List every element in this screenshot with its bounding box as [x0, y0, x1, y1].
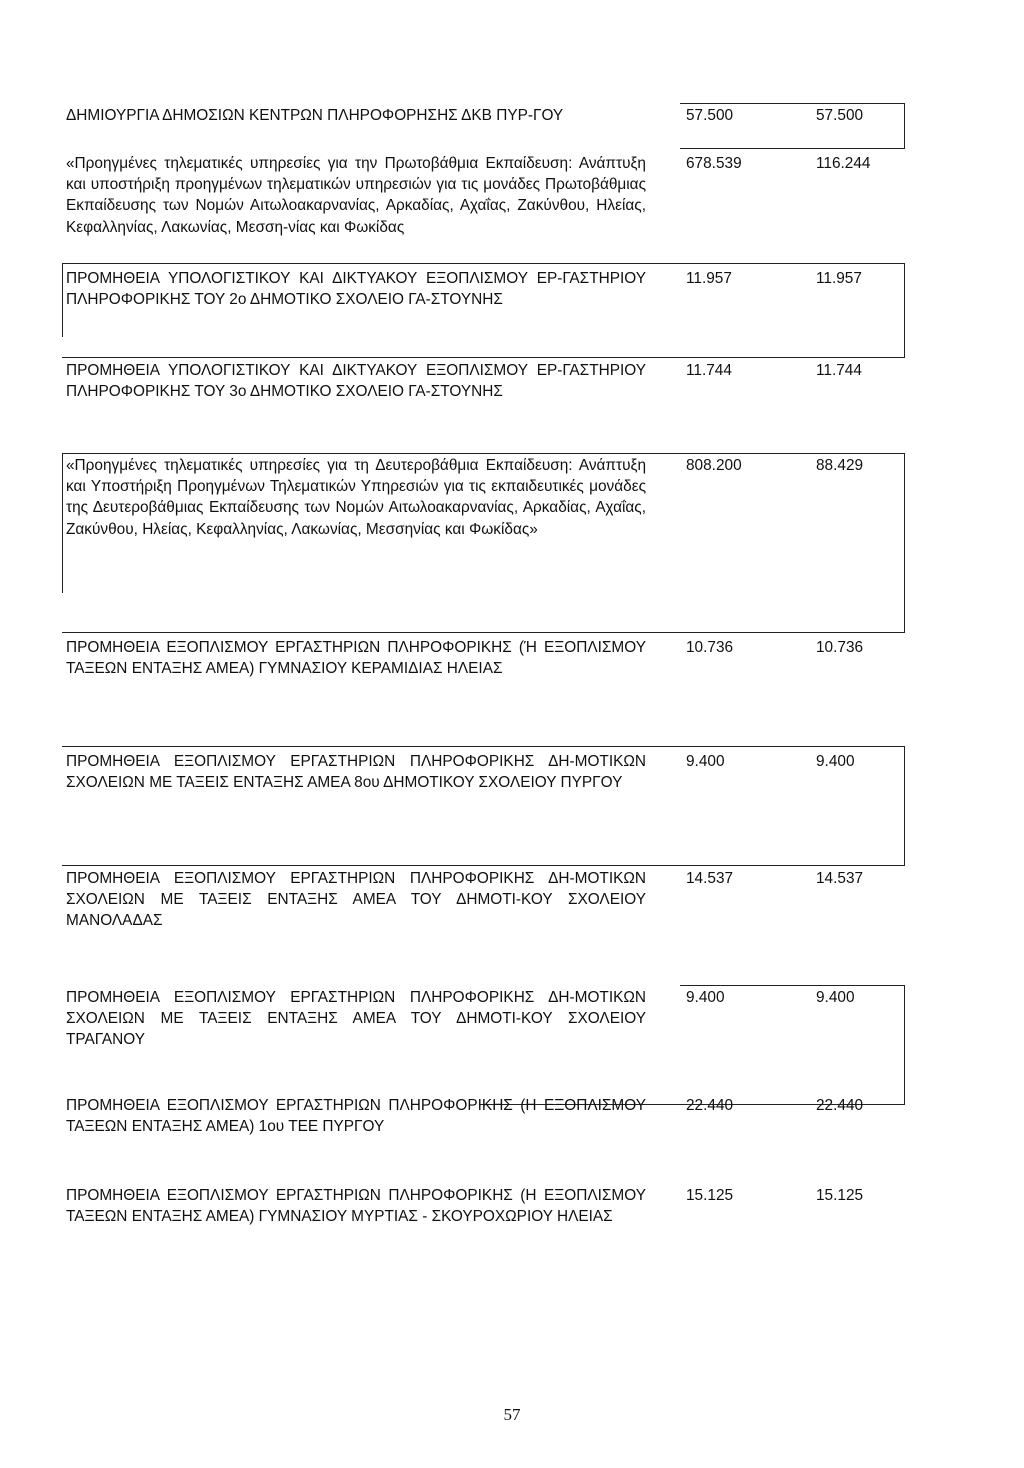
row-value-1: 9.400 — [686, 753, 725, 770]
row-value-1: 15.125 — [686, 1187, 734, 1204]
row-description: ΠΡΟΜΗΘΕΙΑ ΥΠΟΛΟΓΙΣΤΙΚΟΥ ΚΑΙ ΔΙΚΤΥΑΚΟΥ ΕΞΟΠΛΙΣΜΟΥ ΕΡ-ΓΑΣΤΗΡΙΟΥ ΠΛΗΡΟΦΟΡΙΚΗΣ ΤΟΥ 2ο ΔΗΜΟΤΙΚΟ ΣΧΟΛΕΙΟ ΓΑ-ΣΤΟΥΝΗΣ — [66, 270, 646, 309]
row-value-1: 808.200 — [686, 457, 742, 474]
row-description: ΠΡΟΜΗΘΕΙΑ ΕΞΟΠΛΙΣΜΟΥ ΕΡΓΑΣΤΗΡΙΩΝ ΠΛΗΡΟΦΟΡΙΚΗΣ (Ή ΕΞΟΠΛΙΣΜΟΥ ΤΑΞΕΩΝ ΕΝΤΑΞΗΣ ΑΜΕΑ) ΓΥΜΝΑΣΙΟΥ ΚΕΡΑΜΙΔΙΑΣ ΗΛΕΙΑΣ — [66, 639, 646, 678]
row-value-1: 22.440 — [686, 1097, 734, 1114]
row-value-2: 22.440 — [816, 1097, 864, 1114]
row-description: ΔΗΜΙΟΥΡΓΙΑ ΔΗΜΟΣΙΩΝ ΚΕΝΤΡΩΝ ΠΛΗΡΟΦΟΡΗΣΗΣ ΔΚΒ ΠΥΡ-ΓΟΥ — [66, 107, 564, 124]
table-rule — [62, 453, 905, 454]
row-value-2: 116.244 — [816, 155, 871, 172]
row-description: «Προηγμένες τηλεματικές υπηρεσίες για την Πρωτοβάθμια Εκπαίδευση: Ανάπτυξη και υποστήριξη προηγμένων τηλεματικών υπηρεσιών για τις μονάδες Πρωτοβάθμιας Εκπαίδευσης των Νομών Αιτωλοακαρνανίας, Αρκαδίας, Αχαΐας, Ζακύνθου, Ηλείας, Κεφαλληνίας, Λακωνίας, Μεσση-νίας και Φωκίδας — [66, 155, 646, 236]
table-rule — [680, 103, 905, 104]
row-description: ΠΡΟΜΗΘΕΙΑ ΕΞΟΠΛΙΣΜΟΥ ΕΡΓΑΣΤΗΡΙΩΝ ΠΛΗΡΟΦΟΡΙΚΗΣ ΔΗ-ΜΟΤΙΚΩΝ ΣΧΟΛΕΙΩΝ ΜΕ ΤΑΞΕΙΣ ΕΝΤΑΞΗΣ ΑΜΕΑ ΤΟΥ ΔΗΜΟΤΙ-ΚΟΥ ΣΧΟΛΕΙΟΥ ΜΑΝΟΛΑΔΑΣ — [66, 870, 646, 930]
row-description: ΠΡΟΜΗΘΕΙΑ ΕΞΟΠΛΙΣΜΟΥ ΕΡΓΑΣΤΗΡΙΩΝ ΠΛΗΡΟΦΟΡΙΚΗΣ (Η ΕΞΟΠΛΙΣΜΟΥ ΤΑΞΕΩΝ ΕΝΤΑΞΗΣ ΑΜΕΑ) ΓΥΜΝΑΣΙΟΥ ΜΥΡΤΙΑΣ - ΣΚΟΥΡΟΧΩΡΙΟΥ ΗΛΕΙΑΣ — [66, 1187, 646, 1226]
table-rule — [904, 985, 905, 1105]
table-rule — [62, 453, 63, 593]
row-value-1: 11.957 — [686, 270, 732, 287]
table-rule — [62, 263, 905, 264]
row-value-2: 11.957 — [816, 270, 862, 287]
table-rule — [904, 263, 905, 358]
row-value-1: 10.736 — [686, 639, 734, 656]
row-value-1: 11.744 — [686, 362, 732, 379]
row-value-2: 10.736 — [816, 639, 864, 656]
table-rule — [62, 746, 905, 747]
row-description: «Προηγμένες τηλεματικές υπηρεσίες για τη Δευτεροβάθμια Εκπαίδευση: Ανάπτυξη και Υποστήριξη Προηγμένων Τηλεματικών Υπηρεσιών για τις εκπαιδευτικές μονάδες της Δευτεροβάθμιας Εκπαίδευσης των Νομών Αιτωλοακαρνανίας, Αρκαδίας, Αχαΐας, Ζακύνθου, Ηλείας, Κεφαλληνίας, Λακωνίας, Μεσσηνίας και Φωκίδας» — [66, 457, 646, 538]
row-value-1: 9.400 — [686, 989, 725, 1006]
row-value-2: 15.125 — [816, 1187, 864, 1204]
table-rule — [680, 985, 905, 986]
row-value-2: 11.744 — [816, 362, 862, 379]
table-rule — [904, 453, 905, 633]
table-rule — [680, 148, 905, 149]
table-rule — [904, 746, 905, 866]
row-description: ΠΡΟΜΗΘΕΙΑ ΕΞΟΠΛΙΣΜΟΥ ΕΡΓΑΣΤΗΡΙΩΝ ΠΛΗΡΟΦΟΡΙΚΗΣ ΔΗ-ΜΟΤΙΚΩΝ ΣΧΟΛΕΙΩΝ ΜΕ ΤΑΞΕΙΣ ΕΝΤΑΞΗΣ ΑΜΕΑ ΤΟΥ ΔΗΜΟΤΙ-ΚΟΥ ΣΧΟΛΕΙΟΥ ΤΡΑΓΑΝΟΥ — [66, 989, 646, 1049]
row-value-1: 678.539 — [686, 155, 742, 172]
row-description: ΠΡΟΜΗΘΕΙΑ ΕΞΟΠΛΙΣΜΟΥ ΕΡΓΑΣΤΗΡΙΩΝ ΠΛΗΡΟΦΟΡΙΚΗΣ ΔΗ-ΜΟΤΙΚΩΝ ΣΧΟΛΕΙΩΝ ΜΕ ΤΑΞΕΙΣ ΕΝΤΑΞΗΣ ΑΜΕΑ 8ου ΔΗΜΟΤΙΚΟΥ ΣΧΟΛΕΙΟΥ ΠΥΡΓΟΥ — [66, 753, 646, 792]
page-number: 57 — [503, 1405, 521, 1424]
table-rule — [62, 865, 905, 866]
table-rule — [62, 357, 905, 358]
row-value-1: 14.537 — [686, 870, 734, 887]
row-value-1: 57.500 — [686, 107, 734, 124]
row-value-2: 57.500 — [816, 107, 864, 124]
table-rule — [62, 632, 905, 633]
row-description: ΠΡΟΜΗΘΕΙΑ ΕΞΟΠΛΙΣΜΟΥ ΕΡΓΑΣΤΗΡΙΩΝ ΠΛΗΡΟΦΟΡΙΚΗΣ (Η ΕΞΟΠΛΙΣΜΟΥ ΤΑΞΕΩΝ ΕΝΤΑΞΗΣ ΑΜΕΑ) 1ου ΤΕΕ ΠΥΡΓΟΥ — [66, 1097, 646, 1136]
row-value-2: 88.429 — [816, 457, 864, 474]
table-rule — [62, 263, 63, 337]
row-description: ΠΡΟΜΗΘΕΙΑ ΥΠΟΛΟΓΙΣΤΙΚΟΥ ΚΑΙ ΔΙΚΤΥΑΚΟΥ ΕΞΟΠΛΙΣΜΟΥ ΕΡ-ΓΑΣΤΗΡΙΟΥ ΠΛΗΡΟΦΟΡΙΚΗΣ ΤΟΥ 3ο ΔΗΜΟΤΙΚΟ ΣΧΟΛΕΙΟ ΓΑ-ΣΤΟΥΝΗΣ — [66, 362, 646, 401]
table-rule — [904, 103, 905, 149]
row-value-2: 14.537 — [816, 870, 864, 887]
row-value-2: 9.400 — [816, 753, 855, 770]
row-value-2: 9.400 — [816, 989, 855, 1006]
